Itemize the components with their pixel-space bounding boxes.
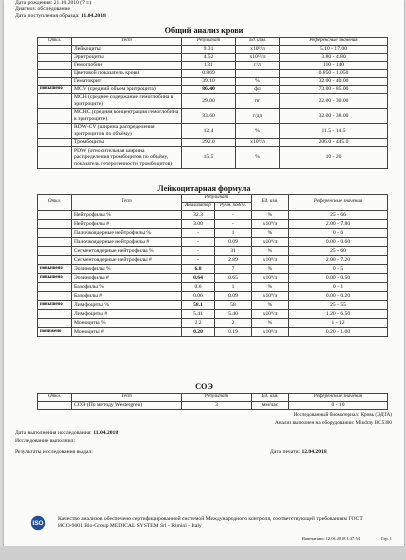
row-test: Нейтрофилы % [72,211,182,220]
diff-row [38,229,388,238]
cbc-row [38,94,388,109]
diff-row [38,301,388,310]
col-flag: Откл. [38,38,72,46]
row-flag [38,292,72,301]
cbc-header-row [38,38,388,46]
row-ref: 0.00 - 0.50 [289,274,388,283]
row-manual: 0.09 [215,292,252,301]
row-manual: 58 [215,301,252,310]
row-manual: 31 [215,247,252,256]
row-unit: мм/час [252,402,289,410]
row-test: Палочкоядерные нейтрофилы # [72,238,182,247]
row-test: Моноциты % [72,319,182,328]
row-ref: 1 - 12 [289,319,388,328]
row-flag [38,310,72,319]
diff-row [38,283,388,292]
diff-row [38,319,388,328]
performer-line: Исследование выполнил: [15,438,76,444]
esr-row [38,402,388,410]
diff-row [38,220,388,229]
row-ref: 0 - 5 [289,265,388,274]
row-test: Тромбоциты [72,139,182,147]
row-flag [38,147,72,169]
row-test: Гематокрит [72,78,182,86]
row-flag [38,62,72,70]
cbc-row [38,147,388,169]
row-ref: 0.00 - 0.60 [289,238,388,247]
row-unit: x10⁹/л [252,238,289,247]
diff-row [38,292,388,301]
row-flag [38,319,72,328]
row-result: 86.40 [182,86,236,94]
row-unit: x10⁹/л [252,274,289,283]
row-unit: % [252,265,289,274]
col-unit: Ед. изм. [252,394,289,402]
row-unit: x10⁹/л [236,139,280,147]
cbc-body [38,46,388,169]
birth-value: 21.10.2010 (7 г.) [53,0,92,6]
row-test: Лимфоциты # [72,310,182,319]
esr-body [38,402,388,410]
row-flag [38,256,72,265]
row-analyzer: 0.64 [182,274,215,283]
row-unit: % [252,283,289,292]
row-unit: % [252,319,289,328]
row-ref: 22.00 - 30.00 [280,94,388,109]
done-date-label: Дата выполнения исследования: [15,430,92,436]
col-unit: Ед. изм. [236,38,280,46]
row-analyzer: - [182,229,215,238]
row-manual: 7 [215,265,252,274]
row-manual: 1 [215,283,252,292]
row-flag: понижено [38,328,72,337]
col-test: Тест [72,195,182,211]
row-test: Моноциты # [72,328,182,337]
row-flag [38,70,72,78]
row-unit [236,70,280,78]
row-manual: 2 [215,319,252,328]
row-ref: 25 - 60 [289,247,388,256]
printed-timestamp: Напечатано: 12.04.2018 1:37:54 [301,536,360,541]
row-ref: 25 - 66 [289,211,388,220]
cbc-row [38,139,388,147]
cbc-row [38,54,388,62]
col-manual: Ручн. подсч. [215,203,252,211]
birth-label: Дата рождения: [15,0,53,6]
row-test: Эозинофилы # [72,274,182,283]
print-date-label: Дата печати: [270,449,301,455]
row-flag [38,94,72,109]
report-page [4,0,404,546]
col-flag: Откл. [38,195,72,211]
row-ref: 11.5 - 14.5 [280,124,388,139]
row-unit: x10⁹/л [252,328,289,337]
diff-body [38,211,388,337]
iso-logo-icon [26,515,50,533]
row-manual: 0.19 [215,328,252,337]
row-test: Сегментоядерные нейтрофилы % [72,247,182,256]
cbc-row [38,70,388,78]
row-flag [38,54,72,62]
row-analyzer: 5.41 [182,310,215,319]
row-analyzer: - [182,238,215,247]
diff-row [38,328,388,337]
row-unit: x10⁹/л [252,220,289,229]
row-analyzer: 6.8 [182,265,215,274]
row-manual: 1 [215,229,252,238]
row-analyzer: 2.2 [182,319,215,328]
row-test: МСН (среднее содержание гемоглобина в эритроците) [72,94,182,109]
issued-line: Результаты исследования выдал: [15,449,93,455]
diff-row [38,238,388,247]
equipment-note: Анализ выполнен на оборудовании: Mindray BC5300 [275,420,392,426]
col-result: Результат [182,394,252,402]
row-test: Базофилы % [72,283,182,292]
row-result: 39.10 [182,78,236,86]
col-flag: Откл. [38,394,72,402]
row-unit: % [236,78,280,86]
row-ref: 0.00 - 0.20 [289,292,388,301]
done-date-line [15,430,118,437]
row-flag [38,247,72,256]
row-analyzer: 3.00 [182,220,215,229]
diagnosis-value: обследование [37,6,71,12]
row-unit: x10⁹/л [252,310,289,319]
row-ref: 32.00 - 38.00 [280,109,388,124]
row-test: Лимфоциты % [72,301,182,310]
row-manual: 0.65 [215,274,252,283]
row-unit: г/л [236,62,280,70]
row-analyzer: - [182,256,215,265]
row-result: 3 [182,402,252,410]
received-line [15,13,106,20]
row-analyzer: 0.06 [182,292,215,301]
row-flag [38,211,72,220]
row-unit: x10⁹/л [236,46,280,54]
diff-title: Лейкоцитарная формула [157,184,251,193]
row-flag: повышено [38,301,72,310]
diff-table [37,194,388,337]
row-result: 9.31 [182,46,236,54]
cbc-table [37,37,388,169]
row-flag: повышено [38,86,72,94]
row-flag [38,124,72,139]
col-ref: Референсные значения [280,38,388,46]
row-test: Эритроциты [72,54,182,62]
row-ref: 0 - 10 [289,402,388,410]
received-label: Дата поступления образца: [15,13,80,19]
received-value: 11.04.2018 [80,13,106,19]
diff-row [38,274,388,283]
row-flag [38,78,72,86]
print-date-value: 12.04.2018 [301,449,327,455]
row-ref: 5.10 - 17.00 [280,46,388,54]
row-unit: фл [236,86,280,94]
row-flag [38,139,72,147]
col-ref: Референсные значения [289,195,388,211]
diff-row [38,247,388,256]
row-unit: % [236,147,280,169]
row-ref: 0.20 - 1.00 [289,328,388,337]
row-result: 4.52 [182,54,236,62]
row-test: СОЭ (По методу Westergren) [72,402,182,410]
row-test: Палочкоядерные нейтрофилы % [72,229,182,238]
row-result: 33.60 [182,109,236,124]
col-unit: Ед. изм. [252,195,289,211]
diagnosis-line [15,6,70,13]
row-ref: 32.00 - 40.00 [280,78,388,86]
col-analyzer: Анализатор [182,203,215,211]
row-test: Эозинофилы % [72,265,182,274]
row-analyzer: - [182,247,215,256]
row-ref: 3.80 - 4.80 [280,54,388,62]
esr-table [37,393,388,410]
row-flag: повышено [38,265,72,274]
row-result: 131 [182,62,236,70]
row-result: 0.869 [182,70,236,78]
col-result: Результат [182,195,252,203]
row-ref: 0 - 6 [289,229,388,238]
row-ref: 0 - 1 [289,283,388,292]
col-result: Результат [182,38,236,46]
diff-header-row-1 [38,195,388,203]
col-ref: Референсные значения [289,394,388,402]
row-manual: - [215,211,252,220]
row-ref: 73.00 - 85.00 [280,86,388,94]
diff-row [38,310,388,319]
cbc-row [38,78,388,86]
biomaterial-note: Исследованный биоматериал: Кровь (ЭДТА) [293,412,392,418]
row-ref: 206.0 - 445.0 [280,139,388,147]
row-flag [38,109,72,124]
done-date-value: 11.04.2018 [93,430,119,436]
row-unit: % [252,301,289,310]
quality-statement: Качество анализов обеспечено сертифицированной системой Международного контроля, соответствующей требованиям ГОСТ ИСО-9001 Bio-Group MEDICAL SYSTEM Srl - Rimini - Italy [58,516,363,530]
row-test: Гемоглобин [72,62,182,70]
row-test: MCHC (средняя концентрация гемоглобина в эритроците) [72,109,182,124]
row-analyzer: 32.3 [182,211,215,220]
row-result: 12.4 [182,124,236,139]
row-test: PDW (относительная ширина распределения тромбоцитов по объёму, показатель гетерогенности тромбоцитов) [72,147,182,169]
print-date-line [270,449,327,456]
row-unit: % [236,124,280,139]
esr-title: СОЭ [195,382,213,391]
iso-logo-text: ISO [32,520,44,528]
row-analyzer: 0.20 [182,328,215,337]
row-unit: пг [236,94,280,109]
row-test: Цветовой показатель крови [72,70,182,78]
cbc-row [38,62,388,70]
background-below-page [0,546,406,560]
row-flag: повышено [38,274,72,283]
row-result: 292.0 [182,139,236,147]
row-unit: % [252,247,289,256]
cbc-row [38,86,388,94]
row-result: 15.5 [182,147,236,169]
row-manual: 0.09 [215,238,252,247]
row-test: RDW-CV (ширина распределения эритроцитов по объёму) [72,124,182,139]
row-ref: 10 - 20 [280,147,388,169]
row-ref: 0.850 - 1.050 [280,70,388,78]
diff-row [38,211,388,220]
row-flag [38,229,72,238]
row-test: MCV (средний объем эритроцита) [72,86,182,94]
row-ref: 2.00 - 7.80 [289,220,388,229]
row-test: Базофилы # [72,292,182,301]
row-unit: x10⁹/л [252,256,289,265]
row-flag [38,238,72,247]
row-unit: x10¹²/л [236,54,280,62]
row-ref: 1.20 - 6.50 [289,310,388,319]
page-number: Стр. 1 [380,536,392,541]
col-test: Тест [72,394,182,402]
row-unit: % [252,211,289,220]
row-manual: - [215,220,252,229]
row-unit: г/дл [236,109,280,124]
row-manual: 5.40 [215,310,252,319]
row-flag [38,220,72,229]
cbc-row [38,124,388,139]
diff-row [38,265,388,274]
row-flag [38,283,72,292]
diff-row [38,256,388,265]
col-test: Тест [72,38,182,46]
cbc-row [38,109,388,124]
row-flag [38,402,72,410]
row-unit: % [252,229,289,238]
row-flag [38,46,72,54]
row-test: Лейкоциты [72,46,182,54]
cbc-row [38,46,388,54]
row-ref: 25 - 55 [289,301,388,310]
row-test: Нейтрофилы # [72,220,182,229]
row-analyzer: 58.1 [182,301,215,310]
row-test: Сегментоядерные нейтрофилы # [72,256,182,265]
row-ref: 2.00 - 7.20 [289,256,388,265]
row-analyzer: 0.6 [182,283,215,292]
row-ref: 110 - 140 [280,62,388,70]
cbc-title: Общий анализ крови [164,26,244,35]
row-manual: 2.89 [215,256,252,265]
esr-header-row [38,394,388,402]
diagnosis-label: Диагноз: [15,6,37,12]
row-unit: x10⁹/л [252,292,289,301]
row-result: 29.00 [182,94,236,109]
